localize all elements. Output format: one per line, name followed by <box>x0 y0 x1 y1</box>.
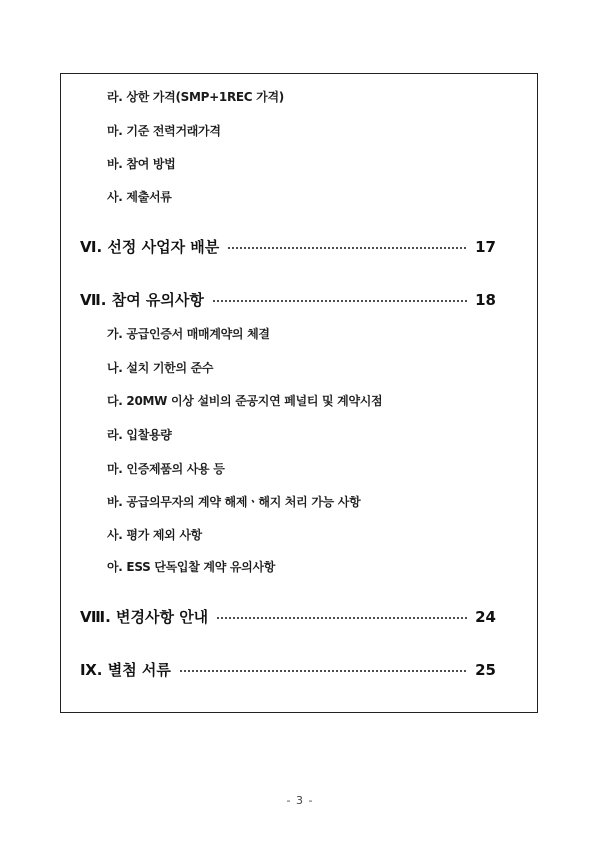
toc-section-7[interactable] <box>80 289 496 310</box>
toc-section-8[interactable] <box>80 606 496 627</box>
dot-leader <box>212 300 467 302</box>
toc-section-9[interactable] <box>80 659 496 680</box>
toc-subitem: 마. 기준 전력거래가격 <box>107 124 221 138</box>
toc-subitem: 마. 인증제품의 사용 등 <box>107 462 225 476</box>
dot-leader <box>227 247 467 249</box>
toc-subitem: 바. 공급의무자의 계약 해제ㆍ해지 처리 가능 사항 <box>107 495 361 509</box>
toc-section-page: 25 <box>475 660 496 679</box>
page-number: - 3 - <box>286 794 314 807</box>
toc-subitem: 사. 평가 제외 사항 <box>107 528 202 542</box>
toc-section-title: Ⅷ. 변경사항 안내 <box>80 608 209 626</box>
toc-section-6[interactable] <box>80 236 496 257</box>
toc-subitem: 바. 참여 방법 <box>107 157 176 171</box>
toc-subitem: 가. 공급인증서 매매계약의 체결 <box>107 327 270 341</box>
dot-leader <box>216 617 467 619</box>
toc-subitem: 나. 설치 기한의 준수 <box>107 361 214 375</box>
toc-subitem: 아. ESS 단독입찰 계약 유의사항 <box>107 560 276 574</box>
dot-leader <box>179 670 467 672</box>
toc-subitem: 라. 상한 가격(SMP+1REC 가격) <box>107 90 284 104</box>
toc-section-title: Ⅵ. 선정 사업자 배분 <box>80 238 220 256</box>
toc-section-page: 17 <box>475 237 496 256</box>
toc-subitem: 다. 20MW 이상 설비의 준공지연 페널티 및 계약시점 <box>107 394 383 408</box>
toc-section-title: Ⅸ. 별첨 서류 <box>80 661 171 679</box>
toc-subitem: 라. 입찰용량 <box>107 428 172 442</box>
toc-section-page: 24 <box>475 607 496 626</box>
toc-subitem: 사. 제출서류 <box>107 190 172 204</box>
toc-section-page: 18 <box>475 290 496 309</box>
toc-section-title: Ⅶ. 참여 유의사항 <box>80 291 204 309</box>
